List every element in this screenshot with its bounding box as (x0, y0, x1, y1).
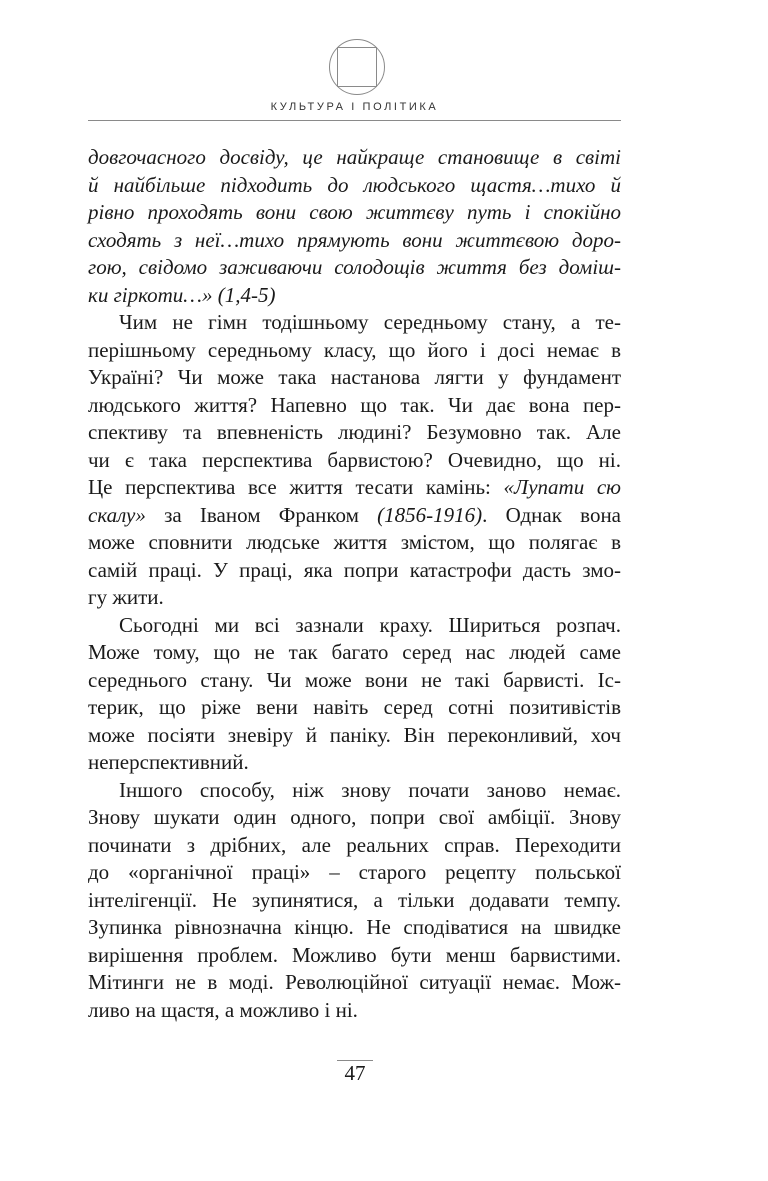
circle-square-emblem-icon (328, 38, 386, 96)
text-line: довгочасного досвіду, це найкраще становище в світі (88, 145, 621, 169)
text-line: Сьогодні ми всі зазнали краху. Шириться розпач. (119, 612, 621, 637)
text-line: самій праці. У праці, яка попри катастрофи дасть змо- (88, 557, 621, 582)
quote-title: скалу» (88, 502, 146, 527)
text-line: Іншого способу, ніж знову почати заново немає. (119, 777, 621, 802)
text-line: вирішення проблем. Можливо бути менш барвистими. (88, 942, 621, 967)
text-line: може сповнити людське життя змістом, що полягає в (88, 530, 621, 554)
text-line: гою, свідомо заживаючи солодощів життя без доміш- (88, 255, 621, 279)
text-line (88, 502, 621, 530)
text-line: починати з дрібних, але реальних справ. Переходити (88, 832, 621, 857)
text-line: людського життя? Напевно що так. Чи дає вона пер- (88, 392, 621, 417)
text-line: Україні? Чи може така настанова лягти у фундамент (88, 365, 621, 389)
text-line: неперспективний. (88, 750, 249, 774)
body-text (88, 144, 621, 1024)
page-number: 47 (344, 1061, 366, 1085)
line-text: . Однак вона (482, 502, 622, 527)
text-line: сходять з неї…тихо прямують вони життєвою доро- (88, 227, 621, 252)
text-line: спективу та впевненість людині? Безумовно так. Але (88, 420, 621, 444)
text-line: перішньому середньому класу, що його і досі немає в (88, 337, 621, 362)
text-line (88, 474, 621, 502)
text-line: ливо на щастя, а можливо і ні. (88, 997, 358, 1022)
text-line: Чим не гімн тодішньому середньому стану, а те- (119, 310, 621, 334)
text-line: гу жити. (88, 585, 164, 609)
author-dates: (1856-1916) (377, 502, 483, 527)
text-line: Мітинги не в моді. Революційної ситуації немає. Мож- (88, 970, 621, 994)
line-text: Це перспектива все життя тесати камінь: (88, 475, 491, 499)
text-line: середнього стану. Чи може вони не такі барвисті. Іс- (88, 667, 621, 692)
text-line: чи є така перспектива барвистою? Очевидно, що ні. (88, 447, 621, 472)
text-line: й найбільше підходить до людського щастя…тихо й (88, 172, 621, 197)
text-line: терик, що ріже вени навіть серед сотні позитивістів (88, 695, 621, 719)
text-line: рівно проходять вони свою життєву путь і спокійно (88, 200, 621, 224)
text-line: ки гіркоти…» (1,4-5) (88, 282, 276, 307)
text-line: до «органічної праці» – старого рецепту польської (88, 860, 621, 884)
quote-title: «Лупати сю (503, 475, 621, 499)
header-rule (88, 120, 621, 121)
text-line: інтелігенції. Не зупинятися, а тільки додавати темпу. (88, 887, 621, 912)
text-line: може посіяти зневіру й паніку. Він переконливий, хоч (88, 722, 621, 747)
line-text: за Іваном Франком (164, 502, 359, 527)
text-line: Знову шукати один одного, попри свої амбіції. Знову (88, 805, 621, 829)
text-line: Може тому, що не так багато серед нас людей саме (88, 640, 621, 664)
text-line: Зупинка рівнозначна кінцю. Не сподіватися на швидке (88, 915, 621, 939)
running-head: КУЛЬТУРА І ПОЛІТИКА (270, 101, 439, 113)
